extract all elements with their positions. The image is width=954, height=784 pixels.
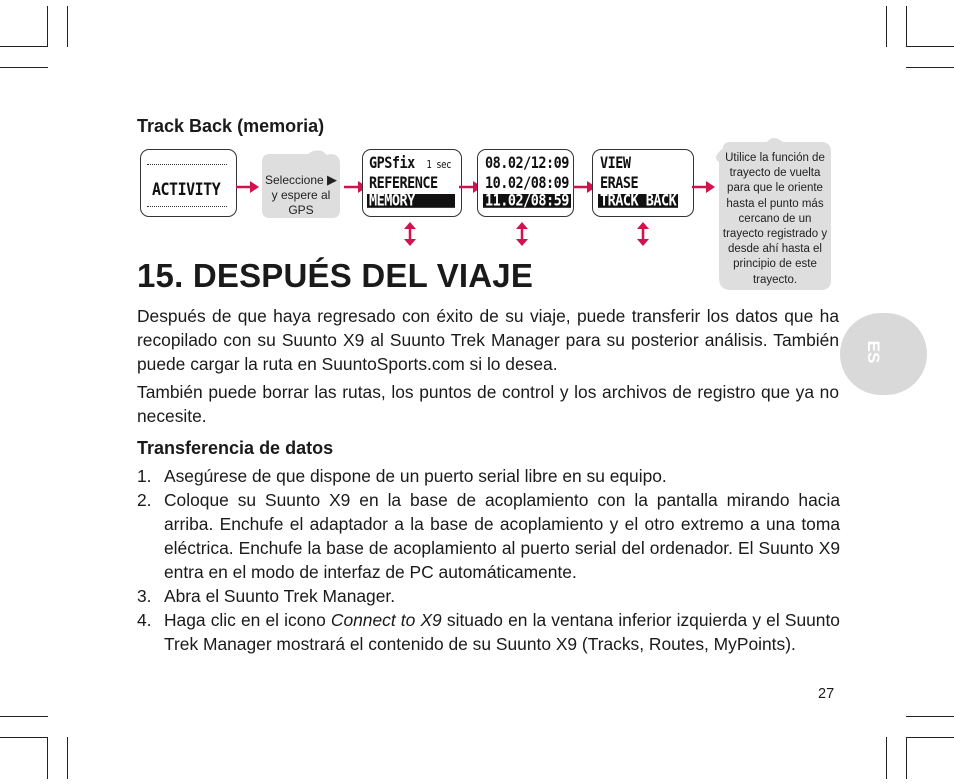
bubble-line: para que le oriente xyxy=(727,182,823,195)
menu-option-selected: TRACK BACK xyxy=(600,191,677,211)
crop-mark xyxy=(67,737,68,779)
bubble-text-line: y espere al xyxy=(271,188,331,202)
memory-entry: 10.02/08:09 xyxy=(485,174,569,193)
page-number: 27 xyxy=(818,686,835,702)
step-text xyxy=(164,608,840,656)
language-tab-label: ES xyxy=(864,340,883,364)
watch-screen-gps xyxy=(362,149,462,217)
step-text: Coloque su Suunto X9 en la base de acoplamiento con la pantalla mirando hacia arriba. Enchufe el adaptador a la base de acoplamiento y el otro extremo a una toma eléctrica. Enchufe la base de acoplamiento al puerto serial del ordenador. El Suunto X9 entra en el modo de interfaz de PC automáticamente. xyxy=(164,490,840,582)
gpsfix-text: GPSfix xyxy=(369,154,415,173)
up-down-arrow-icon xyxy=(403,222,417,246)
intro-paragraph: Después de que haya regresado con éxito de su viaje, puede transferir los datos que ha recopilado con su Suunto X9 al Suunto Trek Manager para su posterior análisis. También puede cargar la ruta en SuuntoSports.com si lo desea. xyxy=(137,306,839,374)
intro-paragraph: También puede borrar las rutas, los puntos de control y los archivos de registro que ya no necesite. xyxy=(137,382,839,426)
bubble-line: trayecto. xyxy=(752,273,798,286)
step-number: 3. xyxy=(137,586,152,606)
step-number: 2. xyxy=(137,490,152,510)
step-number: 1. xyxy=(137,466,152,486)
crop-mark xyxy=(886,6,887,47)
crop-mark xyxy=(906,67,954,68)
bubble-text-line: GPS xyxy=(288,203,314,217)
screen-label: ACTIVITY xyxy=(152,179,221,200)
crop-mark xyxy=(0,67,48,68)
crop-mark xyxy=(886,737,887,779)
up-down-arrow-icon xyxy=(515,222,529,246)
screen-line-2: REFERENCE xyxy=(369,174,438,193)
crop-mark xyxy=(67,6,68,47)
bubble-line: cercano de un xyxy=(738,212,812,225)
step-number: 4. xyxy=(137,610,152,630)
step-text: Asegúrese de que dispone de un puerto serial libre en su equipo. xyxy=(164,466,667,486)
watch-screen-trackback xyxy=(592,149,694,217)
connect-icon-name: Connect to X9 xyxy=(330,610,442,630)
crop-mark xyxy=(906,46,954,47)
dotted-line-top xyxy=(147,164,227,165)
gpsfix-time: 1 sec xyxy=(426,159,452,172)
dotted-line-bottom xyxy=(147,206,227,207)
crop-mark xyxy=(906,737,954,738)
bubble-line: desde ahí hasta el xyxy=(728,243,822,256)
bubble-line: trayecto registrado y xyxy=(722,228,828,241)
crop-mark xyxy=(47,6,48,47)
chapter-title: 15. DESPUÉS DEL VIAJE xyxy=(137,257,534,294)
bubble-text xyxy=(256,172,346,218)
crop-mark xyxy=(47,737,48,779)
screen-line-3-selected: MEMORY xyxy=(367,194,455,208)
bubble-line: hasta el punto más xyxy=(726,197,824,210)
section-title: Track Back (memoria) xyxy=(137,116,325,136)
bubble-line: trayecto de vuelta xyxy=(729,167,821,180)
play-arrow-icon: ▶ xyxy=(327,172,338,187)
watch-screen-memory xyxy=(477,149,574,217)
menu-option: VIEW xyxy=(600,154,631,173)
crop-mark xyxy=(0,716,48,717)
subsection-title: Transferencia de datos xyxy=(137,438,334,458)
crop-mark xyxy=(906,737,907,779)
language-tab xyxy=(840,313,927,395)
watch-screen-activity xyxy=(140,149,237,217)
menu-option: ERASE xyxy=(600,174,639,193)
crop-mark xyxy=(0,46,48,47)
step-text-part: Haga clic en el icono xyxy=(164,610,331,630)
bubble-text xyxy=(712,151,838,288)
up-down-arrow-icon xyxy=(636,222,650,246)
memory-entry: 08.02/12:09 xyxy=(485,154,569,173)
crop-mark xyxy=(906,6,907,47)
screen-line-1 xyxy=(369,154,451,172)
bubble-line: Utilice la función de xyxy=(725,152,825,164)
step-text: Abra el Suunto Trek Manager. xyxy=(164,586,396,606)
crop-mark xyxy=(906,716,954,717)
crop-mark xyxy=(0,737,48,738)
bubble-line: principio de este xyxy=(733,258,817,271)
bubble-text-line: Seleccione xyxy=(264,173,324,187)
step-text-part: situado en la ventana inferior izquierda y el Suunto Trek Manager mostrará el contenido de su Suunto X9 (Tracks, Routes, MyPoints). xyxy=(164,610,840,654)
memory-entry-selected: 11.02/08:59 xyxy=(485,191,569,211)
